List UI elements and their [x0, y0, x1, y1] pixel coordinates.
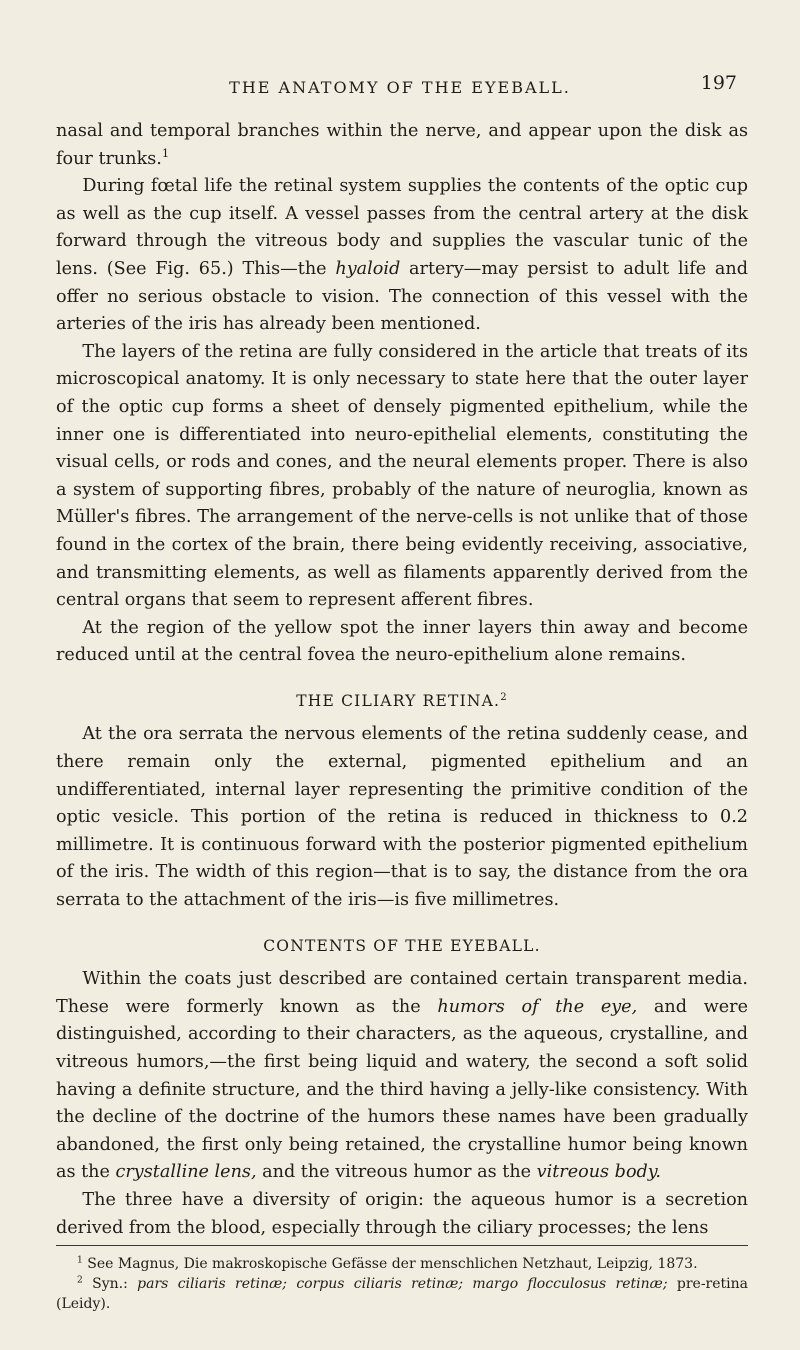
footnote-mark: 1: [77, 1255, 83, 1266]
paragraph-text: Within the coats just described are contained certain transparent media. These were formerly known as the: [56, 969, 748, 1017]
italic-term: crystalline lens,: [115, 1162, 257, 1183]
paragraph-retina-layers: The layers of the retina are fully considered in the article that treats of its microscopical anatomy. It is only necessary to state here that the outer layer of the optic cup forms a sheet of densely pigmented epithelium, while the inner one is differentiated into neuro-epithelial elements, constituting the visual cells, or rods and cones, and the neural elements proper. There is also a system of supporting fibres, probably of the nature of neuroglia, known as Müller's fibres. The arrangement of the nerve-cells is not unlike that of those found in the cortex of the brain, there being evidently receiving, associative, and transmitting elements, as well as filaments apparently derived from the central organs that seem to represent afferent fibres.: [56, 341, 748, 611]
footnote-mark: 2: [77, 1275, 83, 1286]
paragraph-text: artery—may persist to adult life and offer no serious obstacle to vision. The connection of this vessel with the arteries of the iris has already been mentioned.: [56, 258, 748, 335]
page-number: 197: [700, 72, 737, 94]
footnote-italic: pars ciliaris retinæ; corpus ciliaris retinæ; margo flocculosus retinæ;: [137, 1276, 668, 1292]
running-title: THE ANATOMY OF THE EYEBALL.: [229, 78, 571, 97]
paragraph-text: nasal and temporal branches within the nerve, and appear upon the disk as four trunks.: [56, 121, 748, 169]
italic-term: hyaloid: [335, 258, 401, 279]
footnote-ref-2: 2: [500, 691, 508, 703]
footnote-1: [56, 1254, 748, 1274]
paragraph-text: and the vitreous humor as the: [262, 1162, 532, 1183]
paragraph-yellow-spot: At the region of the yellow spot the inner layers thin away and become reduced until at the central fovea the neuro-epithelium alone remains.: [56, 617, 748, 666]
paragraph-foetal-life: [56, 173, 748, 339]
footnote-text: Syn.:: [92, 1276, 128, 1292]
section-heading-ciliary-retina: [56, 688, 748, 716]
italic-term: vitreous body.: [536, 1162, 661, 1183]
footnotes: [56, 1245, 748, 1314]
footnote-text: See Magnus, Die makroskopische Gefässe der menschlichen Netzhaut, Leipzig, 1873.: [87, 1256, 698, 1272]
footnote-text: pre-retina (Leidy).: [56, 1276, 748, 1312]
main-text: [56, 118, 748, 1242]
paragraph-humors: [56, 966, 748, 1187]
paragraph-ora-serrata: At the ora serrata the nervous elements of the retina suddenly cease, and there remain only the external, pigmented epithelium and an undifferentiated, internal layer representing the primitive condition of the optic vesicle. This portion of the retina is reduced in thickness to 0.2 millimetre. It is continuous forward with the posterior pigmented epithelium of the iris. The width of this region—that is to say, the distance from the ora serrata to the attachment of the iris—is five millimetres.: [56, 724, 748, 911]
paragraph-continued: [56, 118, 748, 173]
footnote-ref-1: 1: [161, 145, 170, 160]
paragraph-origin: The three have a diversity of origin: the aqueous humor is a secretion derived from the blood, especially through the ciliary processes; the lens: [56, 1189, 748, 1238]
footnote-2: [56, 1274, 748, 1314]
italic-term: humors of the eye,: [437, 996, 638, 1017]
section-heading-contents: CONTENTS OF THE EYEBALL.: [263, 936, 541, 955]
paragraph-text: and were distinguished, according to their characters, as the aqueous, crystalline, and vitreous humors,—the first being liquid and watery, the second a soft solid having a definite structure, and the third having a jelly-like consistency. With the decline of the doctrine of the humors these names have been gradually abandoned, the first only being retained, the crystalline humor being known as the: [56, 996, 748, 1183]
paragraph-text: During fœtal life the retinal system supplies the contents of the optic cup as well as the cup itself. A vessel passes from the central artery at the disk forward through the vitreous body and supplies the vascular tunic of the lens. (See Fig. 65.) This—the: [56, 176, 748, 279]
heading-text: THE CILIARY RETINA.: [296, 691, 501, 710]
